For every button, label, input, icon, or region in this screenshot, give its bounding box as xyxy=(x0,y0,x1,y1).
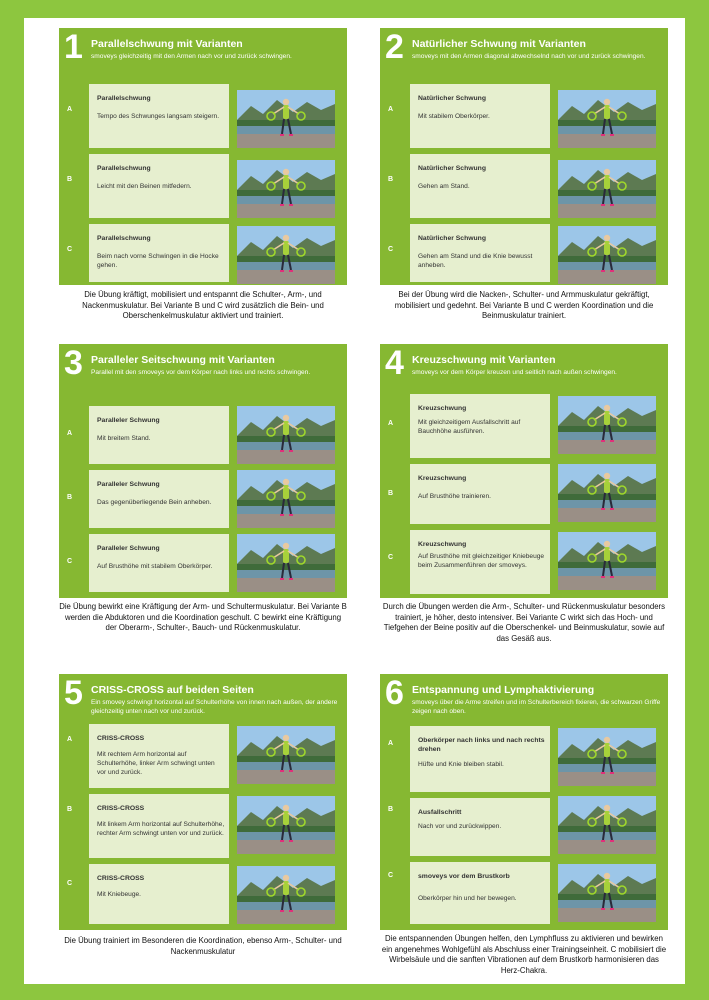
page xyxy=(24,18,685,984)
variant-desc: Auf Brusthöhe mit stabilem Oberkörper. xyxy=(97,563,213,570)
exercise-card-1 xyxy=(59,28,347,348)
variant-desc: Gehen am Stand. xyxy=(418,183,470,190)
exercise-number: 5 xyxy=(64,674,83,712)
variant-label: C xyxy=(67,558,73,565)
variant-name: Paralleler Schwung xyxy=(97,417,160,424)
variant-name: Natürlicher Schwung xyxy=(418,165,486,172)
variant-desc: Nach vor und zurückwippen. xyxy=(418,823,502,830)
exercise-subtitle: Parallel mit den smoveys vor dem Körper nach links und rechts schwingen. xyxy=(91,369,311,376)
exercise-panel xyxy=(380,344,668,598)
variant-box xyxy=(410,154,550,218)
variant-box xyxy=(89,794,229,858)
exercise-caption: Die Übung trainiert im Besonderen die Koordination, ebenso Arm-, Schulter- und Nackenmuskulatur xyxy=(64,936,342,956)
exercise-photo xyxy=(558,464,656,522)
exercise-caption: Die entspannenden Übungen helfen, den Lymphfluss zu aktivieren und bewirken ein angenehmes Wohlgefühl als Abschluss einer Trainingseinheit. C mobilisiert die Wirbelsäule und die sanften Vibrationen auf dem Brustkorb harmonisieren das Herz-Chakra. xyxy=(381,934,667,975)
variant-name: Natürlicher Schwung xyxy=(418,95,486,102)
variant-box xyxy=(89,154,229,218)
variant-name: CRISS-CROSS xyxy=(97,735,145,742)
variant-name: Kreuzschwung xyxy=(418,541,467,548)
exercise-photo xyxy=(558,90,656,148)
variant-desc: Oberkörper hin und her bewegen. xyxy=(418,895,517,902)
exercise-photo xyxy=(237,90,335,148)
variant-box xyxy=(410,84,550,148)
exercise-card-4 xyxy=(380,344,668,674)
exercise-subtitle: Ein smovey schwingt horizontal auf Schulterhöhe von innen nach außen, der andere gleichzeitig unten nach vor und zurück. xyxy=(91,699,338,715)
variant-label: B xyxy=(388,176,394,183)
exercise-photo xyxy=(558,396,656,454)
exercise-panel xyxy=(59,344,347,598)
variant-box xyxy=(410,530,550,594)
exercise-number: 3 xyxy=(64,344,83,382)
exercise-caption: Die Übung kräftigt, mobilisiert und entspannt die Schulter-, Arm-, und Nackenmuskulatur. Bei Variante B und C wird zusätzlich die Bein- und Oberschenkelmuskulatur aktiviert und trainiert. xyxy=(82,290,324,320)
variant-label: A xyxy=(388,420,394,427)
exercise-card-5 xyxy=(59,674,347,974)
variant-desc: Mit gleichzeitigem Ausfallschritt auf Bauchhöhe ausführen. xyxy=(418,419,521,435)
exercise-panel xyxy=(59,674,347,930)
variant-box xyxy=(89,534,229,592)
variant-desc: Mit linkem Arm horizontal auf Schulterhöhe, rechter Arm schwingt unten vor und zurück. xyxy=(97,821,225,837)
exercise-photo xyxy=(237,406,335,464)
variant-name: Kreuzschwung xyxy=(418,475,467,482)
variant-desc: Gehen am Stand und die Knie bewusst anheben. xyxy=(418,253,533,269)
variant-box xyxy=(410,224,550,282)
variant-desc: Mit Kniebeuge. xyxy=(97,891,141,898)
exercise-subtitle: smoveys über die Arme streifen und im Schulterbereich fixieren, die schwarzen Griffe zeigen nach oben. xyxy=(412,699,661,715)
variant-name: Parallelschwung xyxy=(97,235,151,242)
variant-box xyxy=(89,406,229,464)
exercise-title: Paralleler Seitschwung mit Varianten xyxy=(91,354,275,366)
variant-name: Kreuzschwung xyxy=(418,405,467,412)
exercise-photo xyxy=(558,864,656,922)
exercise-title: CRISS-CROSS auf beiden Seiten xyxy=(91,684,254,696)
variant-name: Oberkörper nach links und nach rechts drehen xyxy=(418,737,545,753)
exercise-photo xyxy=(558,796,656,854)
variant-desc: Mit breitem Stand. xyxy=(97,435,151,442)
variant-box xyxy=(89,724,229,788)
exercise-number: 1 xyxy=(64,28,83,66)
exercise-photo xyxy=(237,226,335,284)
exercise-card-6 xyxy=(380,674,668,980)
exercise-panel xyxy=(380,28,668,285)
exercise-photo xyxy=(558,532,656,590)
variant-name: Parallelschwung xyxy=(97,165,151,172)
variant-label: A xyxy=(67,430,73,437)
exercise-subtitle: smoveys gleichzeitig mit den Armen nach vor und zurück schwingen. xyxy=(91,53,292,60)
exercise-photo xyxy=(237,866,335,924)
variant-name: CRISS-CROSS xyxy=(97,805,145,812)
exercise-title: Kreuzschwung mit Varianten xyxy=(412,354,556,366)
variant-label: B xyxy=(388,490,394,497)
variant-desc: Auf Brusthöhe mit gleichzeitiger Kniebeuge beim Zusammenführen der smoveys. xyxy=(418,553,545,569)
exercise-photo xyxy=(237,470,335,528)
exercise-title: Natürlicher Schwung mit Varianten xyxy=(412,38,586,50)
exercise-subtitle: smoveys vor dem Körper kreuzen und seitlich nach außen schwingen. xyxy=(412,369,617,376)
exercise-photo xyxy=(237,796,335,854)
variant-name: Parallelschwung xyxy=(97,95,151,102)
exercise-photo xyxy=(237,726,335,784)
variant-label: A xyxy=(67,736,73,743)
variant-label: C xyxy=(67,880,73,887)
variant-box xyxy=(410,394,550,458)
variant-label: C xyxy=(67,246,73,253)
variant-box xyxy=(89,864,229,924)
exercise-number: 4 xyxy=(385,344,404,382)
variant-name: CRISS-CROSS xyxy=(97,875,145,882)
variant-label: B xyxy=(388,806,394,813)
exercise-caption: Die Übung bewirkt eine Kräftigung der Arm- und Schultermuskulatur. Bei Variante B werden die Abduktoren und die Koordination geschult. C bewirkt eine Kräftigung der Oberarm-, Schulter-, Bauch- und Rückenmuskulatur. xyxy=(59,602,347,632)
variant-desc: Beim nach vorne Schwingen in die Hocke gehen. xyxy=(97,253,219,269)
exercise-title: Entspannung und Lymphaktivierung xyxy=(412,684,595,696)
variant-box xyxy=(410,798,550,856)
variant-label: A xyxy=(388,740,394,747)
exercise-caption: Bei der Übung wird die Nacken-, Schulter- und Armmuskulatur gekräftigt, mobilisiert und gedehnt. Bei Variante B und C werden Koordination und die Beinmuskulatur trainiert. xyxy=(394,290,654,320)
exercise-card-3 xyxy=(59,344,347,662)
exercise-card-2 xyxy=(380,28,668,348)
variant-desc: Tempo des Schwunges langsam steigern. xyxy=(97,113,220,120)
variant-name: smoveys vor dem Brustkorb xyxy=(418,873,510,880)
exercise-photo xyxy=(558,226,656,284)
exercise-title: Parallelschwung mit Varianten xyxy=(91,38,243,50)
variant-box xyxy=(89,84,229,148)
variant-box xyxy=(410,862,550,924)
exercise-photo xyxy=(237,160,335,218)
exercise-caption: Durch die Übungen werden die Arm-, Schulter- und Rückenmuskulatur besonders trainiert, je höher, desto intensiver. Bei Variante C wirkt sich das Hoch- und Tiefgehen der Beine positiv auf die Oberschenkel- und Beinmuskulatur, sowie auf das Gesäß aus. xyxy=(382,602,666,643)
variant-desc: Auf Brusthöhe trainieren. xyxy=(418,493,491,500)
exercise-panel xyxy=(59,28,347,285)
variant-label: C xyxy=(388,246,394,253)
variant-desc: Mit stabilem Oberkörper. xyxy=(418,113,490,120)
variant-name: Natürlicher Schwung xyxy=(418,235,486,242)
exercise-panel xyxy=(380,674,668,930)
variant-label: A xyxy=(67,106,73,113)
variant-box xyxy=(89,224,229,282)
exercise-subtitle: smoveys mit den Armen diagonal abwechselnd nach vor und zurück schwingen. xyxy=(412,53,646,60)
variant-desc: Mit rechtem Arm horizontal auf Schulterhöhe, linker Arm schwingt unten vor und zurück. xyxy=(97,751,215,776)
exercise-photo xyxy=(558,728,656,786)
variant-desc: Das gegenüberliegende Bein anheben. xyxy=(97,499,212,506)
exercise-photo xyxy=(237,534,335,592)
exercise-number: 6 xyxy=(385,674,404,712)
variant-label: C xyxy=(388,872,394,879)
variant-label: B xyxy=(67,806,73,813)
variant-name: Ausfallschritt xyxy=(418,809,462,816)
exercise-photo xyxy=(558,160,656,218)
variant-label: B xyxy=(67,176,73,183)
variant-name: Paralleler Schwung xyxy=(97,545,160,552)
variant-label: B xyxy=(67,494,73,501)
variant-label: C xyxy=(388,554,394,561)
variant-box xyxy=(410,464,550,524)
variant-label: A xyxy=(388,106,394,113)
variant-desc: Leicht mit den Beinen mitfedern. xyxy=(97,183,192,190)
exercise-number: 2 xyxy=(385,28,404,66)
variant-desc: Hüfte und Knie bleiben stabil. xyxy=(418,761,504,768)
variant-name: Paralleler Schwung xyxy=(97,481,160,488)
variant-box xyxy=(89,470,229,528)
variant-box xyxy=(410,726,550,792)
